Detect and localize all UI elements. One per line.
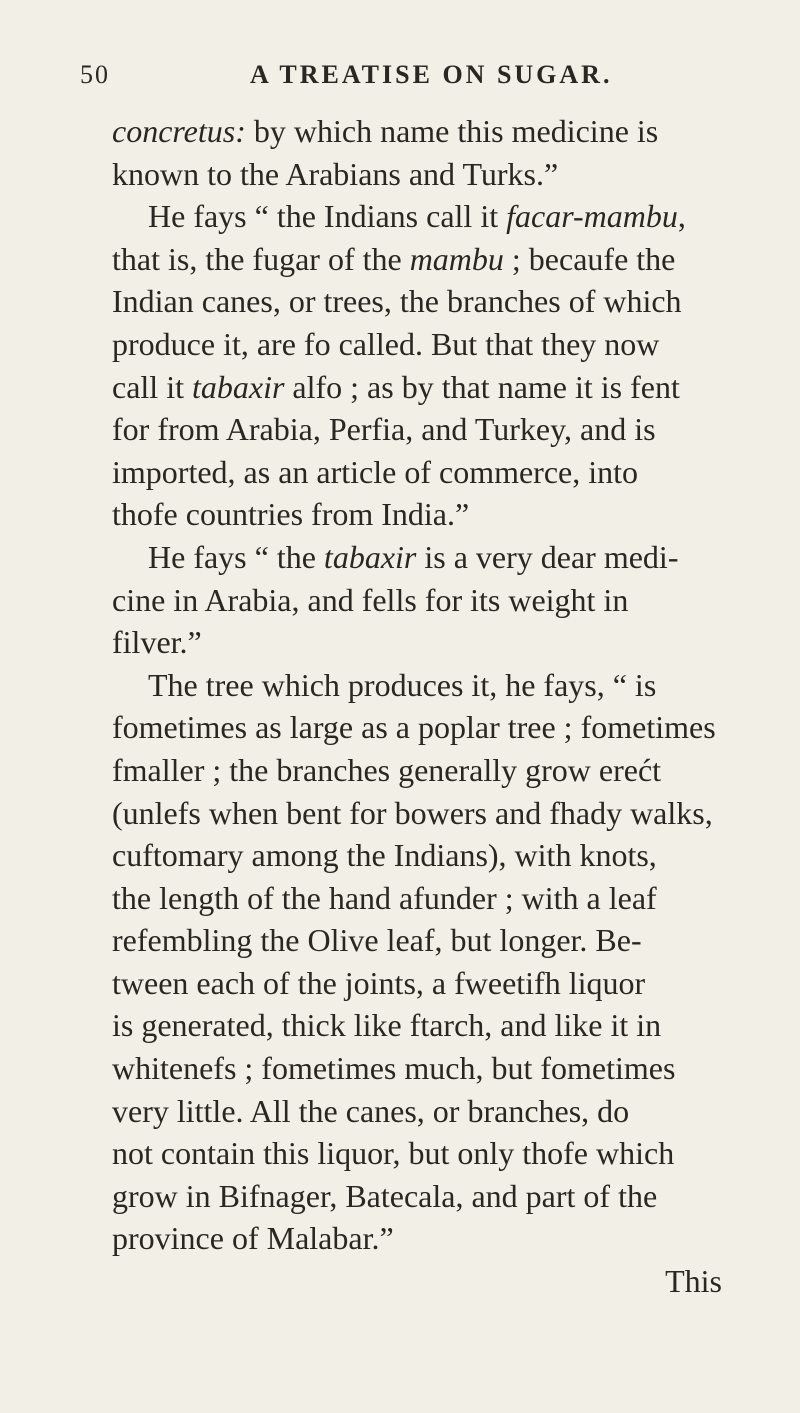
text-segment: tween each of the joints, a fweetifh liquor [112, 964, 646, 1001]
italic-term: facar-mambu [506, 198, 678, 235]
text-segment: is a very dear medi- [416, 538, 679, 575]
text-line [112, 1090, 762, 1133]
italic-term: tabaxir [323, 538, 417, 575]
text-line [112, 280, 762, 323]
text-segment: He fays “ the Indians call it [148, 198, 507, 235]
text-segment: The tree which produces it, he fays, “ is [148, 666, 657, 703]
text-segment: grow in Bifnager, Batecala, and part of the [112, 1177, 658, 1214]
text-segment: very little. All the canes, or branches, do [112, 1092, 630, 1129]
text-line [112, 579, 762, 622]
italic-term: concretus: [112, 113, 246, 149]
text-segment: Indian canes, or trees, the branches of which [112, 283, 682, 320]
text-segment: imported, as an article of commerce, into [112, 453, 639, 490]
text-segment: cuftomary among the Indians), with knots, [112, 837, 657, 874]
body-text [112, 110, 762, 1303]
text-segment: province of Malabar.” [112, 1220, 394, 1257]
page-number: 50 [80, 60, 110, 89]
text-line [112, 451, 762, 494]
text-segment: whitenefs ; fometimes much, but fometimes [112, 1050, 676, 1087]
text-line [112, 1132, 762, 1175]
text-segment: fmaller ; the branches generally grow erećt [112, 751, 662, 788]
text-segment: , [677, 198, 686, 235]
text-line [112, 621, 762, 664]
text-segment: ; becaufe the [503, 240, 676, 277]
text-segment: is generated, thick like ftarch, and like it in [112, 1007, 662, 1044]
text-line [112, 1175, 762, 1218]
text-line [112, 153, 762, 196]
text-segment: produce it, are fo called. But that they now [112, 325, 660, 362]
text-line [112, 493, 762, 536]
text-line [112, 664, 762, 707]
text-segment: He fays “ the [148, 538, 324, 575]
text-line [112, 536, 762, 579]
text-segment: thofe countries from India.” [112, 496, 470, 533]
text-segment: for from Arabia, Perfia, and Turkey, and is [112, 411, 656, 448]
text-line [112, 834, 762, 877]
text-line [112, 195, 762, 238]
text-line [112, 110, 762, 153]
catchword: This [665, 1263, 722, 1300]
text-line [112, 919, 762, 962]
text-segment: alfo ; as by that name it is fent [284, 368, 680, 405]
text-line [112, 1217, 762, 1260]
text-segment: fometimes as large as a poplar tree ; fometimes [112, 709, 716, 746]
text-line [112, 1004, 762, 1047]
text-line [112, 408, 762, 451]
text-line [112, 706, 762, 749]
text-segment: known to the Arabians and Turks.” [112, 155, 559, 192]
italic-term: tabaxir [191, 368, 285, 405]
text-segment: refembling the Olive leaf, but longer. Be- [112, 922, 642, 959]
text-line [112, 749, 762, 792]
text-line [112, 238, 762, 281]
text-segment: not contain this liquor, but only thofe which [112, 1135, 675, 1172]
running-title: A TREATISE ON SUGAR. [250, 60, 613, 89]
text-segment: cine in Arabia, and fells for its weight in [112, 581, 629, 618]
text-line [112, 792, 762, 835]
text-line [112, 1047, 762, 1090]
text-segment: by which name this medicine is [245, 113, 659, 149]
text-segment: (unlefs when bent for bowers and fhady walks, [112, 794, 713, 831]
text-segment: filver.” [112, 624, 202, 661]
italic-term: mambu [409, 240, 504, 277]
text-segment: that is, the fugar of the [112, 240, 410, 277]
text-line [112, 962, 762, 1005]
text-line [112, 323, 762, 366]
text-segment: call it [112, 368, 192, 405]
text-segment: the length of the hand afunder ; with a leaf [112, 879, 657, 916]
text-line [112, 877, 762, 920]
text-line [112, 366, 762, 409]
